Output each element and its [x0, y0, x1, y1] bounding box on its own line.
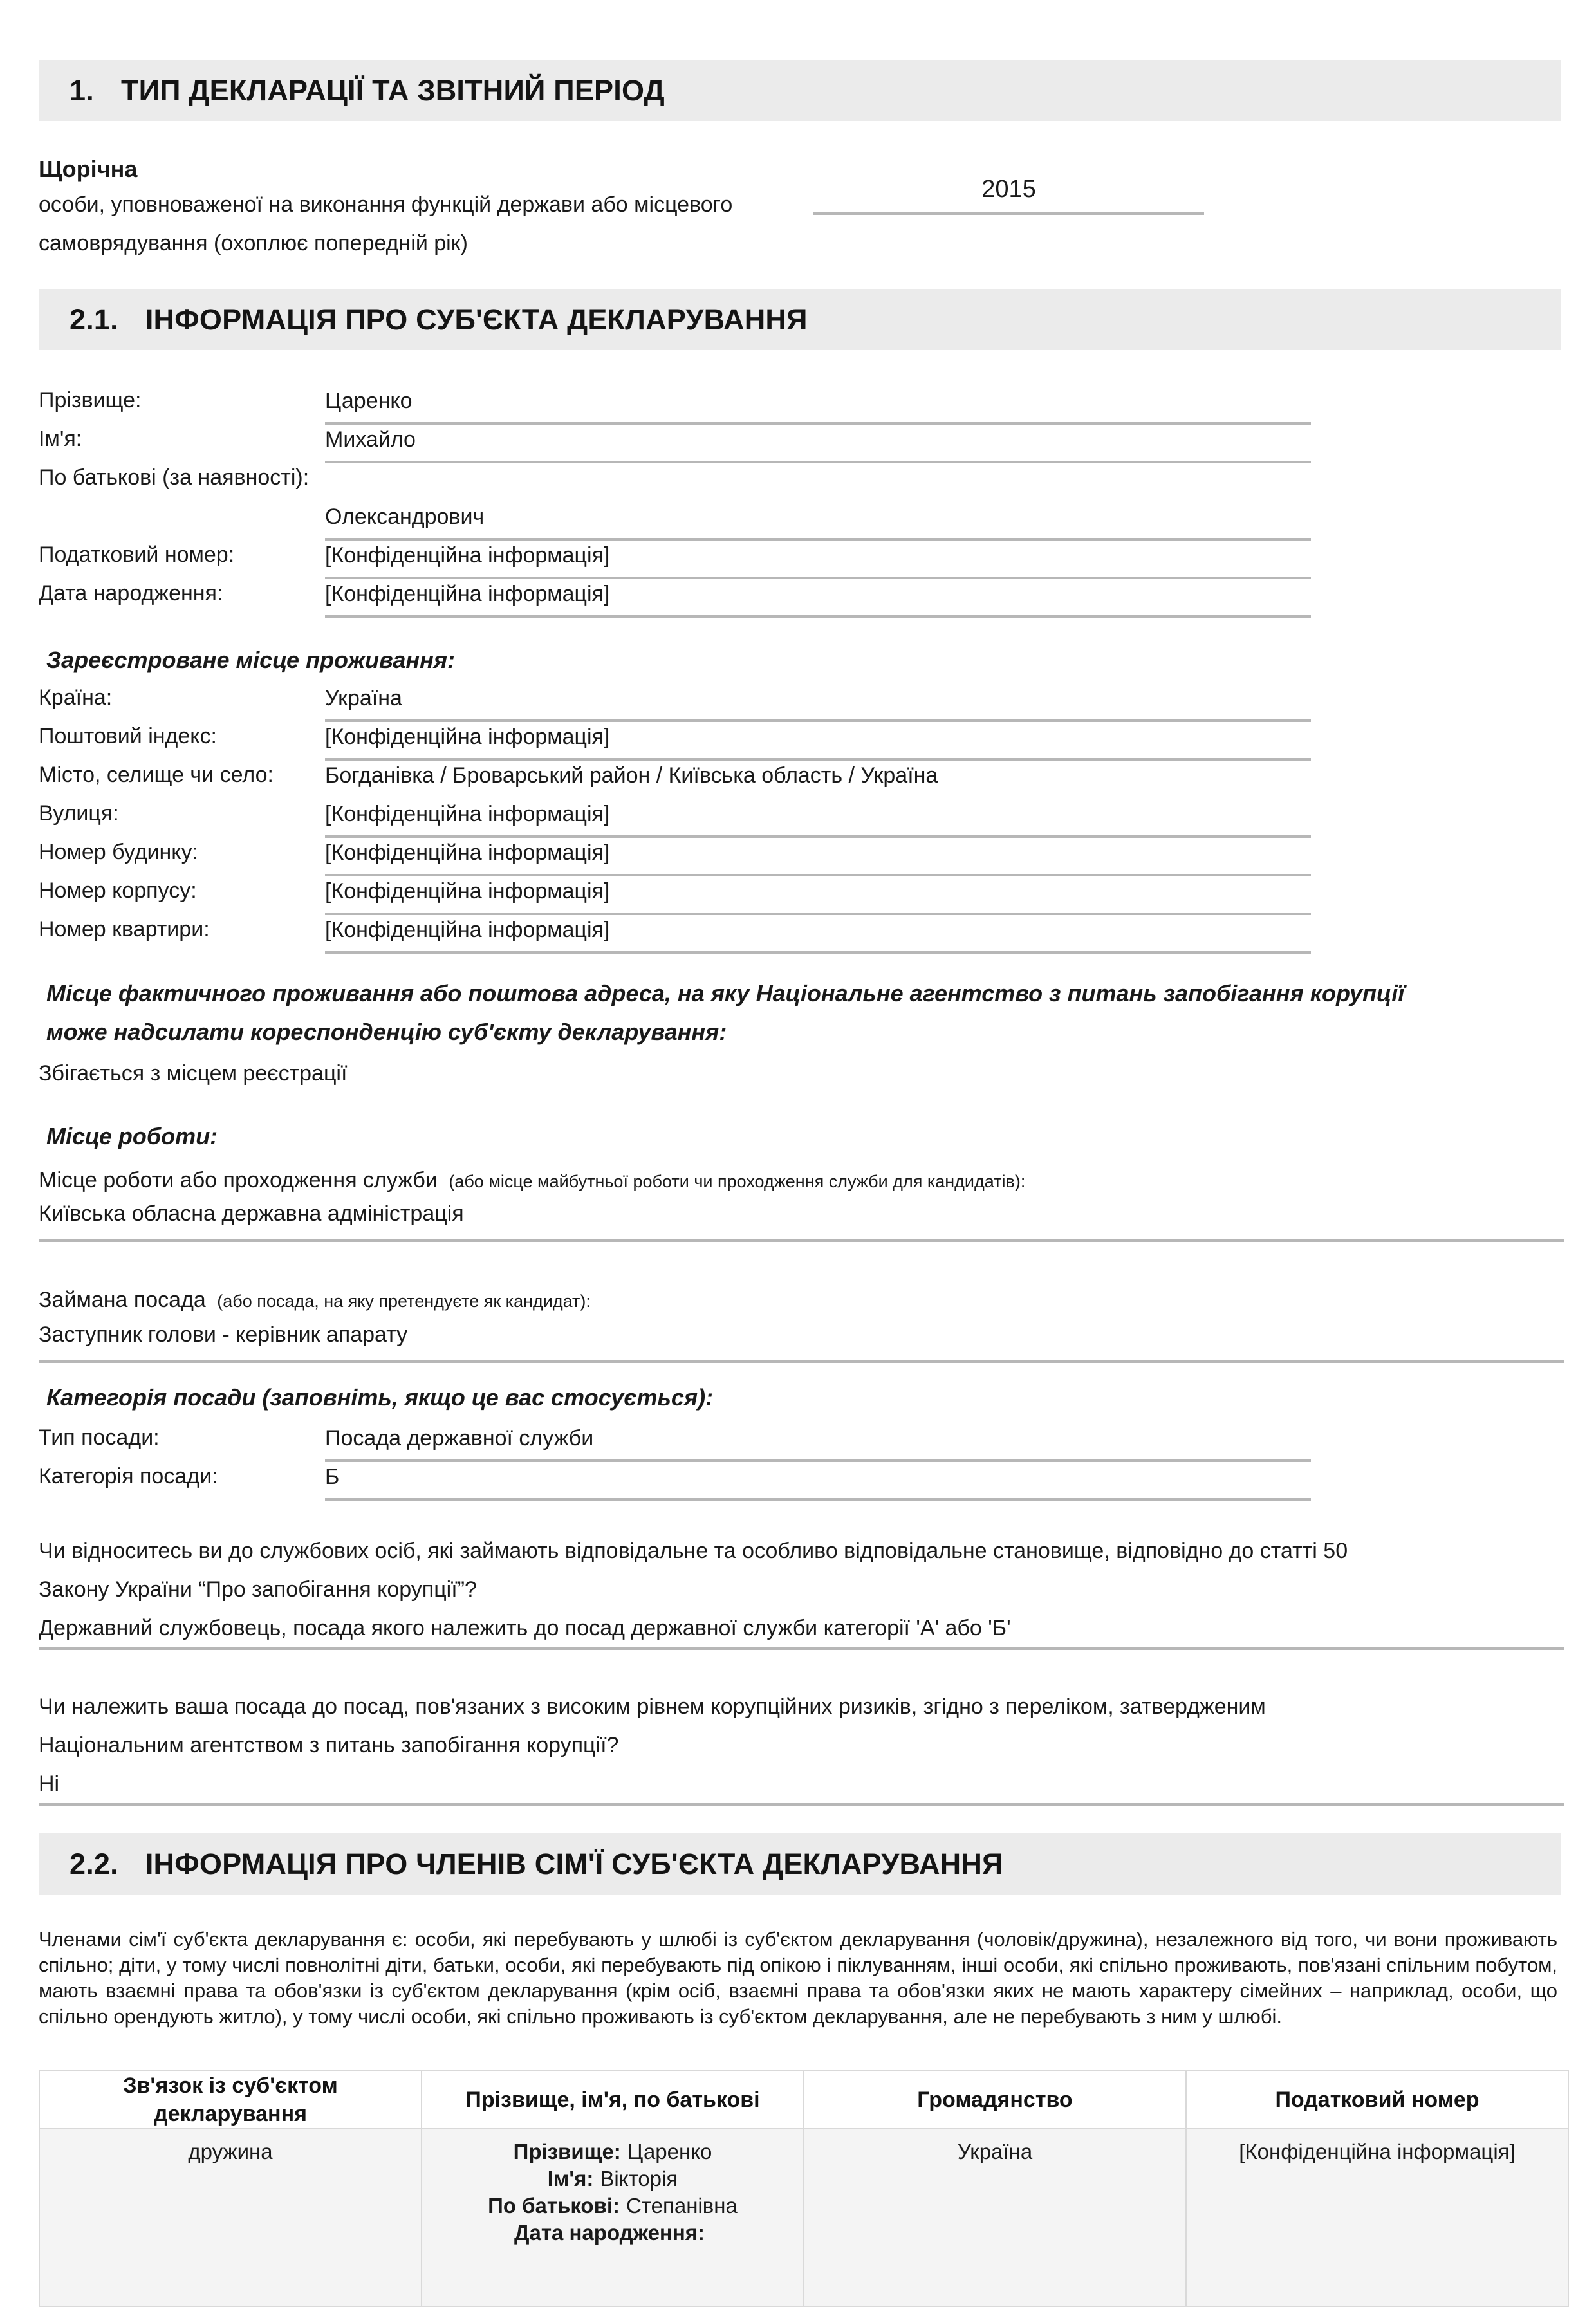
field-value: [Конфіденційна інформація]: [325, 717, 1311, 761]
field-row-patronymic: [39, 458, 1564, 535]
table-header-tax-number: Податковий номер: [1186, 2071, 1568, 2129]
field-label: По батькові (за наявності):: [39, 465, 310, 490]
category-heading: Категорія посади (заповніть, якщо це вас стосується):: [46, 1384, 714, 1411]
field-value: [Конфіденційна інформація]: [325, 574, 1311, 618]
section-1-title: ТИП ДЕКЛАРАЦІЇ ТА ЗВІТНИЙ ПЕРІОД: [120, 73, 665, 107]
field-row-firstname: [39, 420, 1564, 458]
section-22-header: [39, 1833, 1561, 1895]
section-22-title: ІНФОРМАЦІЯ ПРО ЧЛЕНІВ СІМ'Ї СУБ'ЄКТА ДЕКЛАРУВАННЯ: [145, 1847, 1003, 1880]
postal-heading-line1: Місце фактичного проживання або поштова адреса, на яку Національне агентство з питань запобігання корупції: [46, 980, 1405, 1006]
question-answer: Державний службовець, посада якого належить до посад державної служби категорії 'А' або 'Б': [39, 1616, 1011, 1640]
field-value: Б: [325, 1457, 1311, 1501]
field-row-city: [39, 755, 1564, 794]
field-row-surname: [39, 381, 1564, 420]
person-surname-line: Прізвище: Царенко: [513, 2140, 712, 2163]
section-21-title: ІНФОРМАЦІЯ ПРО СУБ'ЄКТА ДЕКЛАРУВАННЯ: [145, 302, 808, 336]
person-firstname-line: Ім'я: Вікторія: [547, 2167, 678, 2191]
postal-value: Збігається з місцем реєстрації: [39, 1061, 348, 1086]
category-fields: [39, 1418, 1564, 1496]
workplace-question-note: (або місце майбутньої роботи чи проходження служби для кандидатів):: [449, 1172, 1026, 1191]
table-cell-person: [422, 2129, 804, 2306]
section-1-number: 1.: [70, 73, 94, 107]
field-row-postcode: [39, 717, 1564, 755]
workplace-answer: Київська обласна державна адміністрація: [39, 1198, 1564, 1242]
field-label: Поштовий індекс:: [39, 724, 217, 748]
subject-fields: [39, 381, 1564, 613]
reporting-year-field: 2015: [813, 175, 1204, 215]
section-22-number: 2.2.: [70, 1847, 118, 1880]
workplace-question: [39, 1162, 1564, 1200]
table-header-relation: Зв'язок із суб'єктом декларування: [39, 2071, 422, 2129]
field-label: Податковий номер:: [39, 542, 235, 567]
section-21-header: [39, 289, 1561, 350]
field-label: Категорія посади:: [39, 1464, 218, 1488]
corruption-risk-question-block: [39, 1687, 1564, 1806]
declaration-type-desc-line2: самоврядування (охоплює попередній рік): [39, 231, 468, 255]
field-row-street: [39, 794, 1564, 833]
field-label: Номер квартири:: [39, 917, 210, 941]
position-answer: Заступник голови - керівник апарату: [39, 1319, 1564, 1363]
family-definition-paragraph: Членами сім'ї суб'єкта декларування є: особи, які перебувають у шлюбі із суб'єктом декларування (чоловік/дружина), незалежного від того, чи вони проживають спільно; діти, у тому числі повнолітні діти, батьки, особи, які перебувають під опікою і піклуванням, інші особи, які спільно проживають, пов'язані спільним побутом, мають взаємні права та обов'язки із суб'єктом декларування (крім осіб, взаємні права та обов'язки яких не мають характеру сімейних – наприклад, особи, що спільно орендують житло), у тому числі особи, які спільно проживають із суб'єктом декларування, але не перебувають з ним у шлюбі.: [39, 1928, 1557, 2028]
table-row: [39, 2129, 1568, 2306]
field-row-tax-number: [39, 535, 1564, 574]
field-row-birth-date: [39, 574, 1564, 613]
table-cell-citizenship: Україна: [804, 2129, 1186, 2306]
workplace-question-main: Місце роботи або проходження служби: [39, 1168, 438, 1192]
table-cell-tax-number: [Конфіденційна інформація]: [1186, 2129, 1568, 2306]
field-label: Тип посади:: [39, 1425, 160, 1450]
field-value: [Конфіденційна інформація]: [325, 871, 1311, 915]
field-label: Дата народження:: [39, 581, 223, 606]
declaration-type-label: Щорічна: [39, 156, 138, 182]
section-1-header: [39, 60, 1561, 121]
field-value: Царенко: [325, 381, 1311, 425]
family-table: [39, 2070, 1569, 2307]
residence-fields: [39, 678, 1564, 949]
person-birthdate-line: Дата народження:: [514, 2221, 705, 2245]
field-value: Олександрович: [325, 497, 1311, 541]
question-line1: Чи належить ваша посада до посад, пов'язаних з високим рівнем корупційних ризиків, згідно з переліком, затвердженим: [39, 1694, 1266, 1719]
field-label: Ім'я:: [39, 427, 82, 451]
table-header-citizenship: Громадянство: [804, 2071, 1186, 2129]
field-label: Вулиця:: [39, 801, 119, 826]
field-value: [Конфіденційна інформація]: [325, 910, 1311, 954]
postal-heading: [46, 974, 1552, 1052]
table-header-row: [39, 2071, 1568, 2129]
field-row-house-number: [39, 833, 1564, 871]
field-row-position-category: [39, 1457, 1564, 1496]
question-answer: Ні: [39, 1772, 60, 1796]
declaration-type-block: [39, 153, 732, 263]
field-value: [Конфіденційна інформація]: [325, 535, 1311, 579]
field-label: Країна:: [39, 685, 113, 710]
question-line1: Чи відноситесь ви до службових осіб, які займають відповідальне та особливо відповідальне становище, відповідно до статті 50: [39, 1539, 1348, 1563]
field-label: Місто, селище чи село:: [39, 763, 274, 787]
field-row-country: [39, 678, 1564, 717]
field-label: Прізвище:: [39, 388, 142, 412]
table-cell-relation: дружина: [39, 2129, 422, 2306]
field-value: Україна: [325, 678, 1311, 722]
table-header-name: Прізвище, ім'я, по батькові: [422, 2071, 804, 2129]
section-21-number: 2.1.: [70, 302, 118, 336]
field-value: Посада державної служби: [325, 1418, 1311, 1462]
field-value: [Конфіденційна інформація]: [325, 833, 1311, 876]
field-value: Богданівка / Броварський район / Київська область / Україна: [325, 763, 938, 788]
residence-heading: Зареєстроване місце проживання:: [46, 647, 456, 673]
field-label: Номер корпусу:: [39, 878, 197, 903]
family-table-wrapper: [39, 2070, 1569, 2245]
responsibility-question-block: [39, 1532, 1564, 1650]
field-value: Михайло: [325, 420, 1311, 463]
position-question-note: (або посада, на яку претендуєте як кандидат):: [217, 1292, 591, 1311]
field-row-apartment-number: [39, 910, 1564, 949]
postal-heading-line2: може надсилати кореспонденцію суб'єкту декларування:: [46, 1019, 727, 1045]
field-row-building-number: [39, 871, 1564, 910]
field-label: Номер будинку:: [39, 840, 199, 864]
position-question: [39, 1282, 1564, 1319]
declaration-type-desc-line1: особи, уповноваженої на виконання функцій держави або місцевого: [39, 192, 733, 217]
question-line2: Національним агентством з питань запобігання корупції?: [39, 1733, 619, 1757]
field-row-position-type: [39, 1418, 1564, 1457]
field-value: [Конфіденційна інформація]: [325, 794, 1311, 838]
question-line2: Закону України “Про запобігання корупції”?: [39, 1577, 477, 1602]
workplace-heading: Місце роботи:: [46, 1123, 218, 1149]
position-question-main: Займана посада: [39, 1288, 206, 1312]
person-patronymic-line: По батькові: Степанівна: [488, 2194, 738, 2218]
